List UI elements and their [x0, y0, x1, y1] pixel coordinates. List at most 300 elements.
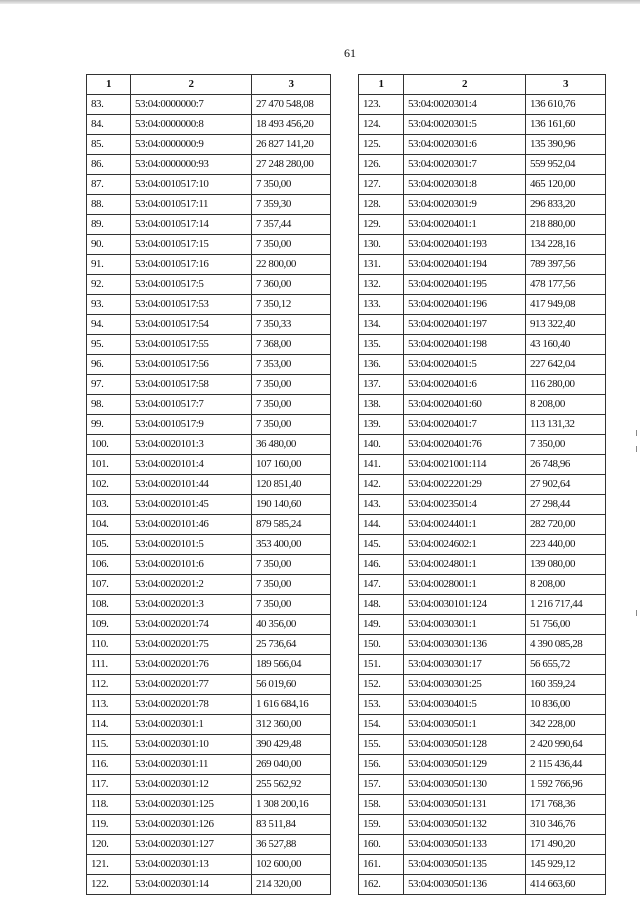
cadastral-number: 53:04:0010517:53: [131, 295, 252, 315]
table-row: [87, 395, 331, 415]
table-row: [359, 675, 606, 695]
table-row: [359, 735, 606, 755]
cadastral-value: 7 353,00: [252, 355, 331, 375]
page-number: 61: [344, 46, 356, 60]
row-number: 119.: [87, 815, 131, 835]
cadastral-value: 83 511,84: [252, 815, 331, 835]
row-number: 117.: [87, 775, 131, 795]
column-header: 2: [404, 75, 526, 95]
table-row: [87, 535, 331, 555]
cadastral-number: 53:04:0030301:136: [404, 635, 526, 655]
row-number: 149.: [359, 615, 404, 635]
row-number: 91.: [87, 255, 131, 275]
cadastral-number: 53:04:0030501:136: [404, 875, 526, 895]
row-number: 88.: [87, 195, 131, 215]
cadastral-value: 414 663,60: [526, 875, 606, 895]
cadastral-value: 255 562,92: [252, 775, 331, 795]
table-row: [87, 295, 331, 315]
cadastral-number: 53:04:0030401:5: [404, 695, 526, 715]
row-number: 141.: [359, 455, 404, 475]
row-number: 140.: [359, 435, 404, 455]
row-number: 127.: [359, 175, 404, 195]
cadastral-value: 269 040,00: [252, 755, 331, 775]
cadastral-number: 53:04:0020101:46: [131, 515, 252, 535]
table-row: [87, 555, 331, 575]
cadastral-value: 218 880,00: [526, 215, 606, 235]
cadastral-number: 53:04:0020401:1: [404, 215, 526, 235]
cadastral-value: 36 527,88: [252, 835, 331, 855]
table-row: [87, 315, 331, 335]
cadastral-value: 102 600,00: [252, 855, 331, 875]
row-number: 110.: [87, 635, 131, 655]
cadastral-value: 136 161,60: [526, 115, 606, 135]
cadastral-value: 789 397,56: [526, 255, 606, 275]
cadastral-value: 134 228,16: [526, 235, 606, 255]
table-row: [87, 615, 331, 635]
cadastral-number: 53:04:0010517:16: [131, 255, 252, 275]
cadastral-number: 53:04:0020401:6: [404, 375, 526, 395]
row-number: 118.: [87, 795, 131, 815]
table-row: [87, 775, 331, 795]
table-row: [87, 175, 331, 195]
table-row: [87, 335, 331, 355]
cadastral-value: 8 208,00: [526, 395, 606, 415]
cadastral-number: 53:04:0010517:7: [131, 395, 252, 415]
table-row: [359, 135, 606, 155]
cadastral-number: 53:04:0030501:130: [404, 775, 526, 795]
table-row: [359, 855, 606, 875]
row-number: 84.: [87, 115, 131, 135]
row-number: 96.: [87, 355, 131, 375]
table-row: [359, 115, 606, 135]
cadastral-value: 310 346,76: [526, 815, 606, 835]
row-number: 89.: [87, 215, 131, 235]
cadastral-number: 53:04:0030301:1: [404, 615, 526, 635]
cadastral-value: 56 019,60: [252, 675, 331, 695]
row-number: 146.: [359, 555, 404, 575]
cadastral-number: 53:04:0030501:131: [404, 795, 526, 815]
cadastral-number: 53:04:0020201:2: [131, 575, 252, 595]
table-row: [87, 655, 331, 675]
cadastral-value: 417 949,08: [526, 295, 606, 315]
row-number: 134.: [359, 315, 404, 335]
cadastral-number: 53:04:0024801:1: [404, 555, 526, 575]
row-number: 148.: [359, 595, 404, 615]
row-number: 83.: [87, 95, 131, 115]
cadastral-number: 53:04:0020401:7: [404, 415, 526, 435]
cadastral-number: 53:04:0020301:10: [131, 735, 252, 755]
table-row: [359, 575, 606, 595]
table-row: [87, 835, 331, 855]
cadastral-number: 53:04:0020301:5: [404, 115, 526, 135]
row-number: 112.: [87, 675, 131, 695]
cadastral-value: 171 490,20: [526, 835, 606, 855]
scan-edge-mark: [636, 446, 637, 452]
row-number: 158.: [359, 795, 404, 815]
table-row: [87, 155, 331, 175]
table-row: [87, 795, 331, 815]
cadastral-value: 214 320,00: [252, 875, 331, 895]
cadastral-number: 53:04:0010517:5: [131, 275, 252, 295]
row-number: 111.: [87, 655, 131, 675]
cadastral-value: 51 756,00: [526, 615, 606, 635]
cadastral-value: 136 610,76: [526, 95, 606, 115]
cadastral-value: 1 592 766,96: [526, 775, 606, 795]
row-number: 93.: [87, 295, 131, 315]
cadastral-number: 53:04:0020401:196: [404, 295, 526, 315]
cadastral-number: 53:04:0020301:4: [404, 95, 526, 115]
column-header: 3: [252, 75, 331, 95]
cadastral-value: 1 216 717,44: [526, 595, 606, 615]
cadastral-number: 53:04:0030501:132: [404, 815, 526, 835]
row-number: 126.: [359, 155, 404, 175]
row-number: 137.: [359, 375, 404, 395]
row-number: 125.: [359, 135, 404, 155]
table-row: [359, 335, 606, 355]
table-row: [87, 435, 331, 455]
cadastral-value: 282 720,00: [526, 515, 606, 535]
table-row: [87, 755, 331, 775]
cadastral-value: 7 360,00: [252, 275, 331, 295]
cadastral-number: 53:04:0020401:194: [404, 255, 526, 275]
cadastral-value: 27 902,64: [526, 475, 606, 495]
cadastral-number: 53:04:0020401:195: [404, 275, 526, 295]
cadastral-number: 53:04:0024401:1: [404, 515, 526, 535]
row-number: 107.: [87, 575, 131, 595]
cadastral-value: 7 350,00: [526, 435, 606, 455]
row-number: 151.: [359, 655, 404, 675]
row-number: 106.: [87, 555, 131, 575]
row-number: 130.: [359, 235, 404, 255]
cadastral-value: 139 080,00: [526, 555, 606, 575]
row-number: 99.: [87, 415, 131, 435]
table-row: [87, 235, 331, 255]
row-number: 150.: [359, 635, 404, 655]
table-row: [87, 115, 331, 135]
cadastral-value: 26 748,96: [526, 455, 606, 475]
cadastral-number: 53:04:0030501:1: [404, 715, 526, 735]
table-row: [87, 275, 331, 295]
cadastral-value: 27 248 280,00: [252, 155, 331, 175]
table-row: [359, 755, 606, 775]
table-row: [359, 655, 606, 675]
cadastral-value: 4 390 085,28: [526, 635, 606, 655]
cadastral-number: 53:04:0020201:3: [131, 595, 252, 615]
row-number: 138.: [359, 395, 404, 415]
table-row: [87, 875, 331, 895]
cadastral-number: 53:04:0020301:126: [131, 815, 252, 835]
cadastral-number: 53:04:0020401:76: [404, 435, 526, 455]
table-row: [87, 675, 331, 695]
row-number: 90.: [87, 235, 131, 255]
cadastral-value: 26 827 141,20: [252, 135, 331, 155]
table-row: [359, 375, 606, 395]
table-row: [87, 855, 331, 875]
cadastral-value: 913 322,40: [526, 315, 606, 335]
cadastral-number: 53:04:0030501:133: [404, 835, 526, 855]
row-number: 153.: [359, 695, 404, 715]
cadastral-number: 53:04:0020301:11: [131, 755, 252, 775]
cadastral-value: 227 642,04: [526, 355, 606, 375]
table-row: [359, 455, 606, 475]
row-number: 147.: [359, 575, 404, 595]
cadastral-value: 171 768,36: [526, 795, 606, 815]
cadastral-number: 53:04:0010517:9: [131, 415, 252, 435]
table-row: [87, 355, 331, 375]
cadastral-number: 53:04:0020301:8: [404, 175, 526, 195]
cadastral-value: 478 177,56: [526, 275, 606, 295]
cadastral-number: 53:04:0000000:93: [131, 155, 252, 175]
table-row: [359, 275, 606, 295]
scan-edge-mark: [636, 610, 637, 616]
row-number: 152.: [359, 675, 404, 695]
table-row: [87, 135, 331, 155]
cadastral-number: 53:04:0010517:58: [131, 375, 252, 395]
cadastral-value: 7 350,00: [252, 375, 331, 395]
row-number: 103.: [87, 495, 131, 515]
column-header: 1: [359, 75, 404, 95]
table-row: [87, 695, 331, 715]
row-number: 114.: [87, 715, 131, 735]
row-number: 85.: [87, 135, 131, 155]
cadastral-value: 559 952,04: [526, 155, 606, 175]
row-number: 129.: [359, 215, 404, 235]
table-row: [359, 495, 606, 515]
table-row: [359, 215, 606, 235]
row-number: 133.: [359, 295, 404, 315]
cadastral-value: 113 131,32: [526, 415, 606, 435]
cadastral-number: 53:04:0020401:60: [404, 395, 526, 415]
cadastral-value: 7 350,33: [252, 315, 331, 335]
table-row: [87, 815, 331, 835]
cadastral-number: 53:04:0020201:76: [131, 655, 252, 675]
cadastral-value: 7 350,00: [252, 395, 331, 415]
cadastral-number: 53:04:0020101:45: [131, 495, 252, 515]
row-number: 159.: [359, 815, 404, 835]
cadastral-number: 53:04:0020401:193: [404, 235, 526, 255]
cadastral-value: 7 350,00: [252, 575, 331, 595]
cadastral-number: 53:04:0000000:7: [131, 95, 252, 115]
row-number: 124.: [359, 115, 404, 135]
cadastral-value: 18 493 456,20: [252, 115, 331, 135]
cadastral-value: 189 566,04: [252, 655, 331, 675]
table-row: [359, 235, 606, 255]
table-row: [87, 415, 331, 435]
table-row: [359, 835, 606, 855]
cadastral-value: 7 350,00: [252, 595, 331, 615]
cadastral-number: 53:04:0020301:14: [131, 875, 252, 895]
cadastral-value: 116 280,00: [526, 375, 606, 395]
cadastral-number: 53:04:0020401:197: [404, 315, 526, 335]
table-row: [87, 95, 331, 115]
table-row: [87, 215, 331, 235]
table-row: [359, 775, 606, 795]
table-row: [359, 355, 606, 375]
table-row: [87, 595, 331, 615]
column-header: 3: [526, 75, 606, 95]
row-number: 98.: [87, 395, 131, 415]
cadastral-value: 8 208,00: [526, 575, 606, 595]
cadastral-value: 465 120,00: [526, 175, 606, 195]
table-row: [87, 635, 331, 655]
cadastral-value: 7 359,30: [252, 195, 331, 215]
cadastral-number: 53:04:0020301:125: [131, 795, 252, 815]
cadastral-value: 22 800,00: [252, 255, 331, 275]
cadastral-value: 145 929,12: [526, 855, 606, 875]
table-row: [359, 635, 606, 655]
table-row: [359, 155, 606, 175]
row-number: 154.: [359, 715, 404, 735]
cadastral-value: 43 160,40: [526, 335, 606, 355]
row-number: 116.: [87, 755, 131, 775]
table-row: [87, 195, 331, 215]
table-row: [359, 395, 606, 415]
row-number: 120.: [87, 835, 131, 855]
cadastral-number: 53:04:0030301:17: [404, 655, 526, 675]
cadastral-number: 53:04:0020101:44: [131, 475, 252, 495]
cadastral-value: 342 228,00: [526, 715, 606, 735]
cadastral-number: 53:04:0000000:9: [131, 135, 252, 155]
row-number: 100.: [87, 435, 131, 455]
cadastral-number: 53:04:0020301:6: [404, 135, 526, 155]
cadastral-number: 53:04:0028001:1: [404, 575, 526, 595]
table-row: [359, 95, 606, 115]
row-number: 157.: [359, 775, 404, 795]
cadastral-number: 53:04:0000000:8: [131, 115, 252, 135]
cadastral-number: 53:04:0020201:74: [131, 615, 252, 635]
cadastral-table-left: [86, 74, 331, 895]
cadastral-number: 53:04:0024602:1: [404, 535, 526, 555]
table-row: [359, 435, 606, 455]
row-number: 144.: [359, 515, 404, 535]
table-row: [87, 515, 331, 535]
row-number: 145.: [359, 535, 404, 555]
cadastral-value: 160 359,24: [526, 675, 606, 695]
table-header-row: [87, 75, 331, 95]
column-header: 2: [131, 75, 252, 95]
row-number: 115.: [87, 735, 131, 755]
table-row: [359, 615, 606, 635]
cadastral-number: 53:04:0020401:198: [404, 335, 526, 355]
row-number: 131.: [359, 255, 404, 275]
table-row: [359, 415, 606, 435]
cadastral-value: 7 350,00: [252, 235, 331, 255]
table-row: [359, 795, 606, 815]
table-row: [359, 175, 606, 195]
cadastral-value: 2 115 436,44: [526, 755, 606, 775]
table-row: [359, 315, 606, 335]
table-row: [359, 695, 606, 715]
cadastral-number: 53:04:0010517:54: [131, 315, 252, 335]
table-row: [87, 455, 331, 475]
row-number: 105.: [87, 535, 131, 555]
cadastral-value: 40 356,00: [252, 615, 331, 635]
cadastral-value: 190 140,60: [252, 495, 331, 515]
row-number: 161.: [359, 855, 404, 875]
row-number: 139.: [359, 415, 404, 435]
table-row: [87, 255, 331, 275]
row-number: 155.: [359, 735, 404, 755]
row-number: 135.: [359, 335, 404, 355]
cadastral-value: 7 368,00: [252, 335, 331, 355]
table-row: [87, 715, 331, 735]
table-row: [359, 195, 606, 215]
row-number: 162.: [359, 875, 404, 895]
cadastral-number: 53:04:0020101:4: [131, 455, 252, 475]
cadastral-number: 53:04:0020401:5: [404, 355, 526, 375]
cadastral-number: 53:04:0030101:124: [404, 595, 526, 615]
cadastral-number: 53:04:0020101:3: [131, 435, 252, 455]
cadastral-value: 10 836,00: [526, 695, 606, 715]
table-row: [87, 575, 331, 595]
table-header-row: [359, 75, 606, 95]
cadastral-value: 56 655,72: [526, 655, 606, 675]
cadastral-value: 25 736,64: [252, 635, 331, 655]
row-number: 101.: [87, 455, 131, 475]
cadastral-number: 53:04:0023501:4: [404, 495, 526, 515]
row-number: 122.: [87, 875, 131, 895]
row-number: 136.: [359, 355, 404, 375]
table-row: [359, 875, 606, 895]
cadastral-number: 53:04:0030501:135: [404, 855, 526, 875]
scan-edge-mark: [636, 430, 637, 436]
table-row: [87, 735, 331, 755]
cadastral-number: 53:04:0022201:29: [404, 475, 526, 495]
table-row: [87, 475, 331, 495]
table-row: [359, 555, 606, 575]
cadastral-value: 135 390,96: [526, 135, 606, 155]
cadastral-number: 53:04:0020301:127: [131, 835, 252, 855]
cadastral-value: 7 350,00: [252, 415, 331, 435]
table-row: [87, 375, 331, 395]
table-row: [359, 475, 606, 495]
cadastral-value: 7 350,12: [252, 295, 331, 315]
row-number: 143.: [359, 495, 404, 515]
row-number: 86.: [87, 155, 131, 175]
cadastral-number: 53:04:0010517:15: [131, 235, 252, 255]
cadastral-value: 296 833,20: [526, 195, 606, 215]
cadastral-number: 53:04:0020301:1: [131, 715, 252, 735]
cadastral-value: 1 308 200,16: [252, 795, 331, 815]
table-row: [359, 595, 606, 615]
row-number: 160.: [359, 835, 404, 855]
cadastral-value: 312 360,00: [252, 715, 331, 735]
row-number: 92.: [87, 275, 131, 295]
row-number: 108.: [87, 595, 131, 615]
cadastral-number: 53:04:0030501:128: [404, 735, 526, 755]
table-row: [359, 255, 606, 275]
cadastral-value: 223 440,00: [526, 535, 606, 555]
cadastral-number: 53:04:0021001:114: [404, 455, 526, 475]
cadastral-number: 53:04:0010517:55: [131, 335, 252, 355]
cadastral-value: 7 350,00: [252, 175, 331, 195]
scan-top-edge: [0, 0, 640, 4]
cadastral-number: 53:04:0020301:7: [404, 155, 526, 175]
cadastral-number: 53:04:0030301:25: [404, 675, 526, 695]
cadastral-number: 53:04:0010517:10: [131, 175, 252, 195]
cadastral-number: 53:04:0020201:77: [131, 675, 252, 695]
cadastral-number: 53:04:0010517:56: [131, 355, 252, 375]
table-row: [359, 815, 606, 835]
cadastral-number: 53:04:0020201:78: [131, 695, 252, 715]
cadastral-value: 27 470 548,08: [252, 95, 331, 115]
cadastral-value: 1 616 684,16: [252, 695, 331, 715]
cadastral-value: 7 350,00: [252, 555, 331, 575]
cadastral-number: 53:04:0030501:129: [404, 755, 526, 775]
column-header: 1: [87, 75, 131, 95]
table-row: [87, 495, 331, 515]
cadastral-number: 53:04:0020201:75: [131, 635, 252, 655]
